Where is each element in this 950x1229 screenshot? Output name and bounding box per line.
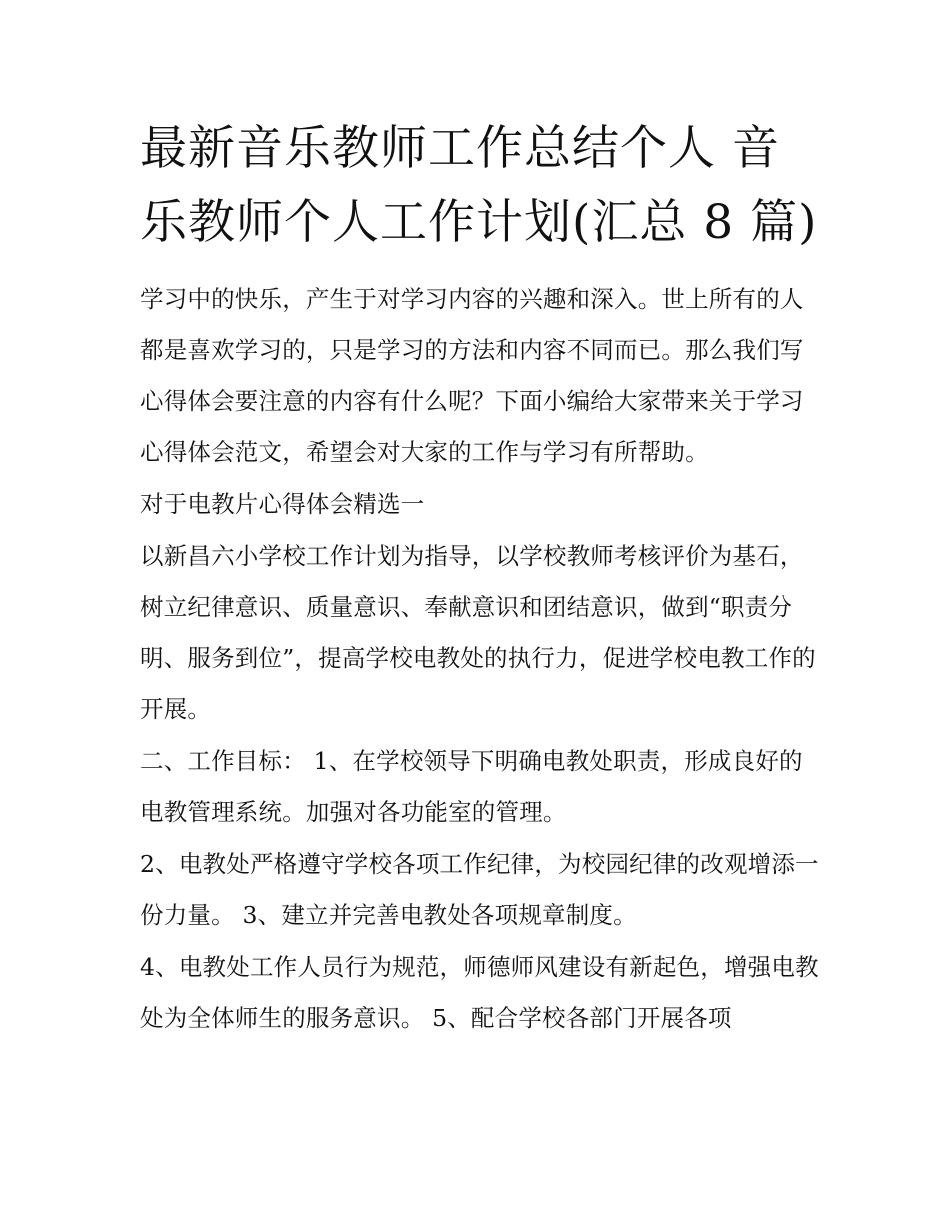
document-page: [140, 112, 820, 1045]
paragraph-heading: 对于电教片心得体会精选一: [140, 490, 425, 518]
paragraph-intro: 学习中的快乐，产生于对学习内容的兴趣和深入。世上所有的人都是喜欢学习的，只是学习的方法和内容不同而已。那么我们写心得体会要注意的内容有什么呢？下面小编给大家带来关于学习心得体会范文，希望会对大家的工作与学习有所帮助。: [140, 285, 804, 466]
paragraph-guideline: 以新昌六小学校工作计划为指导，以学校教师考核评价为基石，树立纪律意识、质量意识、奉献意识和团结意识，做到“职责分明、服务到位”，提高学校电教处的执行力，促进学校电教工作的开展。: [140, 542, 816, 723]
paragraph-goal-4-5: 4、电教处工作人员行为规范，师德师风建设有新起色，增强电教处为全体师生的服务意识。 5、配合学校各部门开展各项: [140, 953, 819, 1032]
document-body: [140, 274, 820, 1044]
document-title: 最新音乐教师工作总结个人 音乐教师个人工作计划(汇总 8 篇): [140, 121, 818, 250]
paragraph-goals: 二、工作目标： 1、在学校领导下明确电教处职责，形成良好的电教管理系统。加强对各功能室的管理。: [140, 747, 803, 826]
paragraph-goal-2-3: 2、电教处严格遵守学校各项工作纪律，为校园纪律的改观增添一份力量。 3、建立并完善电教处各项规章制度。: [140, 850, 819, 929]
